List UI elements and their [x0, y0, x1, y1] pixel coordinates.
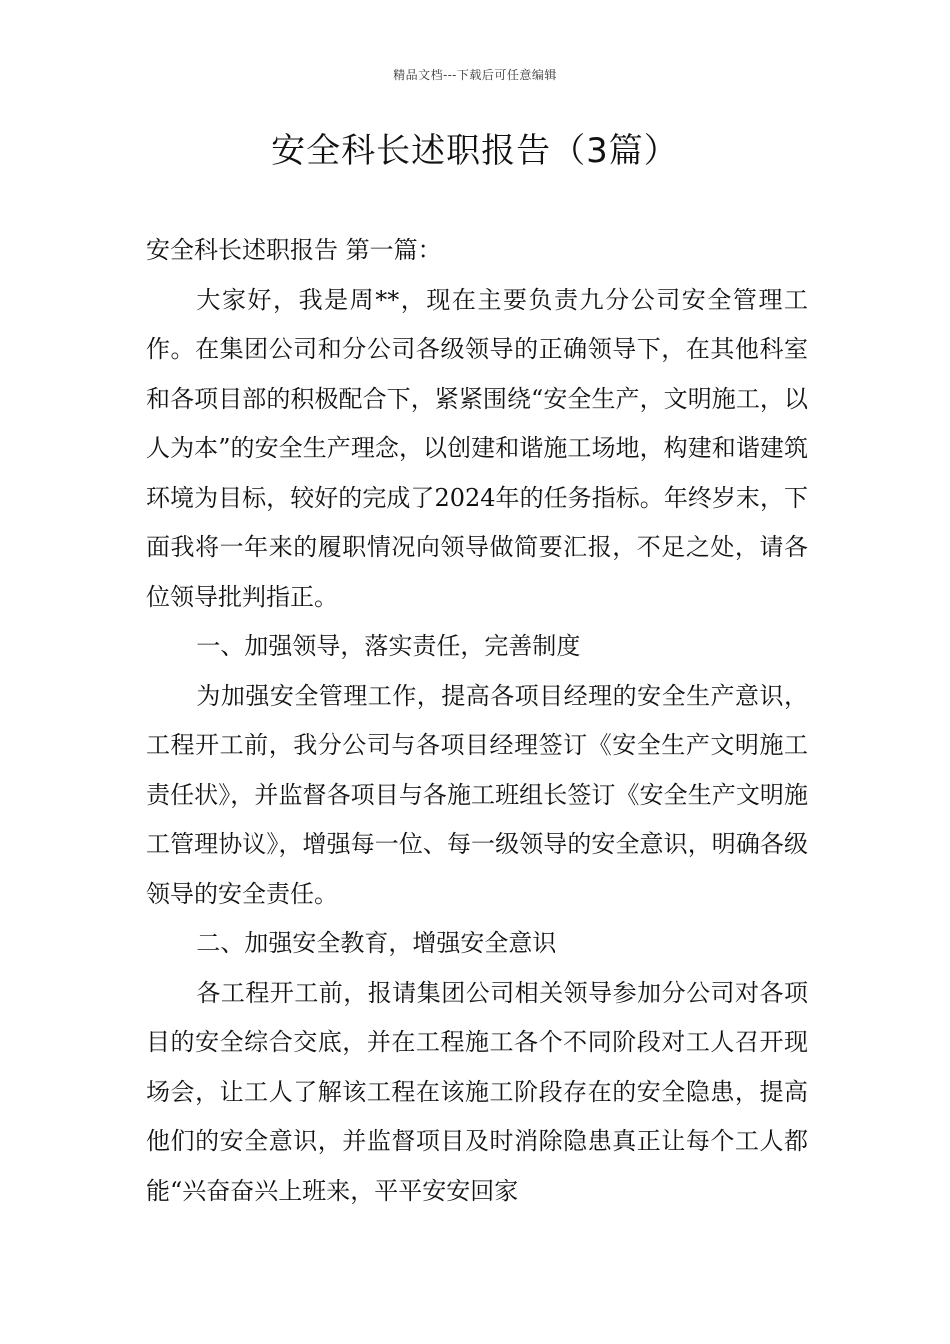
- paragraph-intro: 大家好，我是周**，现在主要负责九分公司安全管理工作。在集团公司和分公司各级领导的正确领导下，在其他科室和各项目部的积极配合下，紧紧围绕“安全生产，文明施工，以人为本”的安全生产理念，以创建和谐施工场地，构建和谐建筑环境为目标，较好的完成了2024年的任务指标。年终岁末，下面我将一年来的履职情况向领导做简要汇报，不足之处，请各位领导批判指正。: [146, 285, 808, 611]
- document-body: [146, 226, 808, 1216]
- heading-one: 一、加强领导，落实责任，完善制度: [196, 632, 581, 660]
- paragraph-responsibility: 为加强安全管理工作，提高各项目经理的安全生产意识，工程开工前，我分公司与各项目经理签订《安全生产文明施工责任状》，并监督各项目与各施工班组长签订《安全生产文明施工管理协议》，增强每一位、每一级领导的安全意识，明确各级领导的安全责任。: [146, 681, 808, 908]
- heading-two: 二、加强安全教育，增强安全意识: [196, 929, 557, 957]
- document-title: 安全科长述职报告（3篇）: [271, 131, 679, 171]
- section-label: 安全科长述职报告 第一篇：: [146, 236, 442, 264]
- paragraph-education: 各工程开工前，报请集团公司相关领导参加分公司对各项目的安全综合交底，并在工程施工各个不同阶段对工人召开现场会，让工人了解该工程在该施工阶段存在的安全隐患，提高他们的安全意识，并监督项目及时消除隐患真正让每个工人都能“兴奋奋兴上班来，平平安安回家: [146, 978, 808, 1205]
- header-note: 精品文档---下载后可任意编辑: [393, 68, 557, 82]
